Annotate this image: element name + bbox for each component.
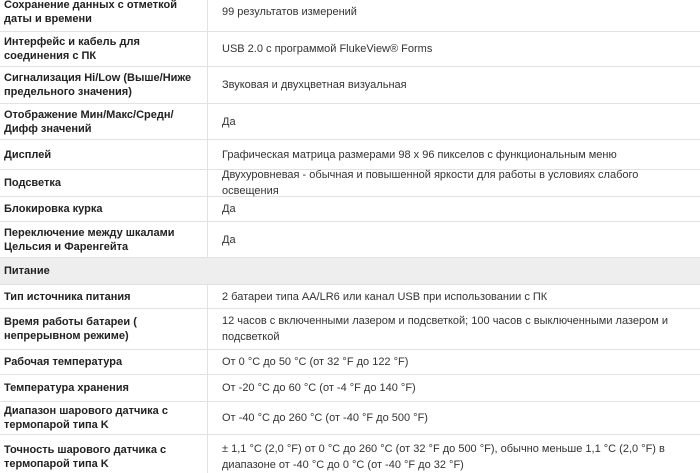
spec-value: От -20 °C до 60 °C (от -4 °F до 140 °F) [222,382,416,394]
spec-row [0,402,700,435]
spec-label: Сохранение данных с отметкой даты и времени [0,0,208,31]
spec-row [0,375,700,402]
section-header-row [0,258,700,285]
spec-row [0,309,700,350]
spec-label: Блокировка курка [0,197,208,221]
spec-label: Интерфейс и кабель для соединения с ПК [0,32,208,66]
spec-value: От 0 °C до 50 °C (от 32 °F до 122 °F) [222,356,409,368]
spec-label: Температура хранения [0,375,208,401]
spec-label: Рабочая температура [0,350,208,374]
spec-value: ± 1,1 °C (2,0 °F) от 0 °C до 260 °C (от 32 °F до 500 °F), обычно меньше 1,1 °C (2,0 °F) в диапазоне от -40 °C до 0 °C (от -40 °F до 32 °F) [222,443,665,471]
spec-row [0,67,700,104]
spec-label: Время работы батареи ( непрерывном режиме) [0,309,208,349]
spec-label: Дисплей [0,140,208,169]
spec-value: 99 результатов измерений [222,5,357,18]
spec-label: Отображение Мин/Макс/Средн/Дифф значений [0,104,208,139]
spec-row [0,140,700,170]
spec-row [0,170,700,197]
spec-label: Тип источника питания [0,285,208,308]
spec-label: Переключение между шкалами Цельсия и Фаренгейта [0,222,208,257]
spec-value: Да [222,115,236,128]
spec-value: 12 часов с включенными лазером и подсветкой; 100 часов с выключенными лазером и подсветкой [222,315,668,343]
spec-row [0,285,700,309]
section-header-label: Питание [4,265,50,277]
spec-label: Подсветка [0,170,208,196]
spec-value: USB 2.0 с программой FlukeView® Forms [222,43,433,55]
spec-row [0,104,700,140]
spec-value: Да [222,203,236,215]
spec-row [0,435,700,473]
spec-row [0,350,700,375]
spec-value: Графическая матрица размерами 98 x 96 пикселов с функциональным меню [222,148,617,161]
spec-label: Диапазон шарового датчика с термопарой типа K [0,402,208,434]
spec-value: От -40 °C до 260 °C (от -40 °F до 500 °F) [222,412,428,424]
spec-value: Звуковая и двухцветная визуальная [222,79,407,91]
spec-row [0,197,700,222]
spec-label: Сигнализация Hi/Low (Выше/Ниже предельного значения) [0,67,208,103]
spec-row [0,0,700,32]
spec-value: Двухуровневая - обычная и повышенной яркости для работы в условиях слабого освещения [222,169,639,197]
spec-value: 2 батареи типа AA/LR6 или канал USB при использовании с ПК [222,290,548,303]
spec-value: Да [222,233,236,246]
spec-label: Точность шарового датчика с термопарой типа K [0,435,208,473]
spec-row [0,32,700,67]
spec-row [0,222,700,258]
